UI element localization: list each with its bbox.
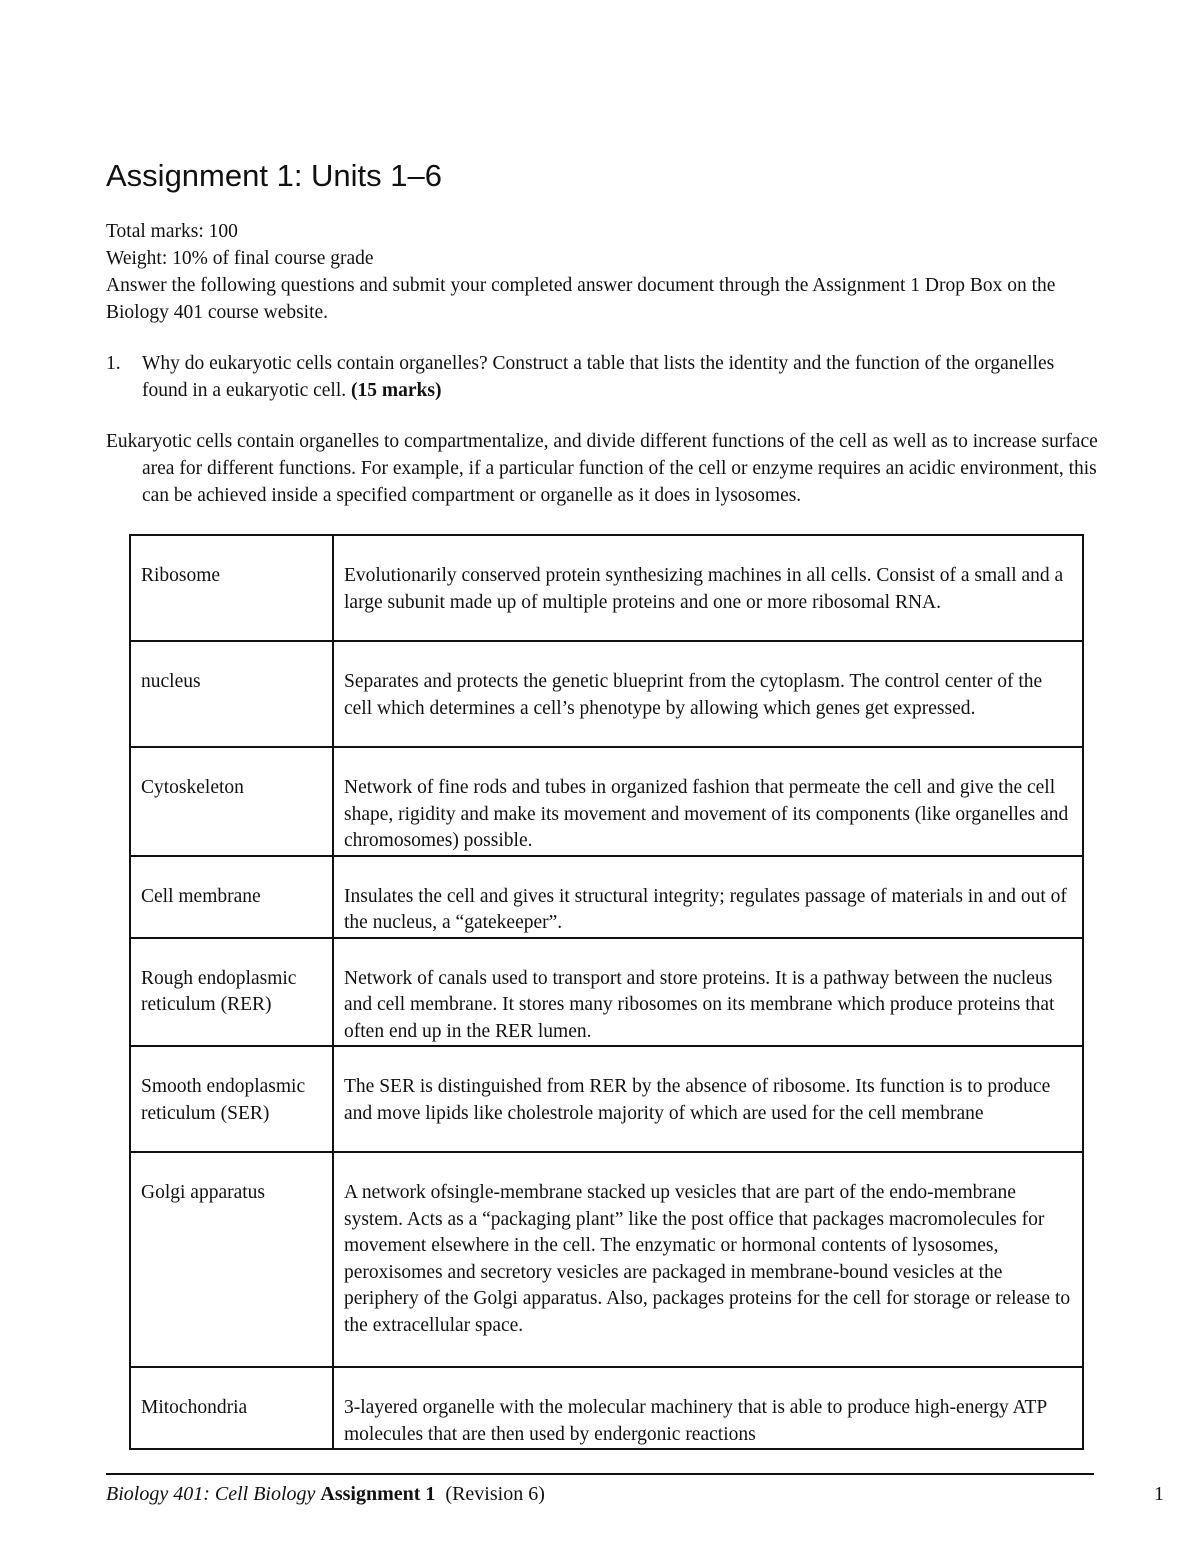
organelle-function: The SER is distinguished from RER by the absence of ribosome. Its function is to produce and move lipids like cholestrole majority of which are used for the cell membrane bbox=[333, 1046, 1083, 1152]
question-text-block bbox=[142, 350, 1096, 404]
page-footer bbox=[106, 1480, 545, 1508]
assignment-meta bbox=[106, 218, 1106, 326]
page-number: 1 bbox=[1154, 1483, 1164, 1505]
organelle-table-body bbox=[130, 535, 1083, 1449]
question-1 bbox=[106, 350, 1096, 404]
organelle-function: Evolutionarily conserved protein synthesizing machines in all cells. Consist of a small and a large subunit made up of multiple proteins and one or more ribosomal RNA. bbox=[333, 535, 1083, 641]
organelle-name: Cell membrane bbox=[130, 856, 333, 938]
footer-divider bbox=[106, 1473, 1094, 1475]
organelle-name: Golgi apparatus bbox=[130, 1152, 333, 1367]
footer-revision: (Revision 6) bbox=[445, 1483, 545, 1505]
answer-intro: Eukaryotic cells contain organelles to compartmentalize, and divide different functions of the cell as well as to increase surface area for different functions. For example, if a particular function of the cell or enzyme requires an acidic environment, this can be achieved inside a specified compartment or organelle as it does in lysosomes. bbox=[106, 431, 1098, 506]
page-title: Assignment 1: Units 1–6 bbox=[106, 158, 443, 193]
organelle-function: 3-layered organelle with the molecular machinery that is able to produce high-energy ATP molecules that are then used by endergonic reactions bbox=[333, 1367, 1083, 1449]
table-row bbox=[130, 938, 1083, 1047]
table-row bbox=[130, 856, 1083, 938]
organelle-name: Rough endoplasmic reticulum (RER) bbox=[130, 938, 333, 1047]
footer-assignment: Assignment 1 bbox=[320, 1483, 436, 1505]
table-row bbox=[130, 641, 1083, 747]
question-number: 1. bbox=[106, 353, 121, 374]
instructions: Answer the following questions and submit your completed answer document through the Assignment 1 Drop Box on the Biology 401 course website. bbox=[106, 275, 1056, 323]
organelle-function: Network of canals used to transport and store proteins. It is a pathway between the nucleus and cell membrane. It stores many ribosomes on its membrane which produce proteins that often end up in the RER lumen. bbox=[333, 938, 1083, 1047]
footer-course: Biology 401: Cell Biology bbox=[106, 1483, 316, 1505]
organelle-name: nucleus bbox=[130, 641, 333, 747]
organelle-function: A network ofsingle-membrane stacked up vesicles that are part of the endo-membrane system. Acts as a “packaging plant” like the post office that packages macromolecules for movement elsewhere in the cell. The enzymatic or hormonal contents of lysosomes, peroxisomes and secretory vesicles are packaged in membrane-bound vesicles at the periphery of the Golgi apparatus. Also, packages proteins for the cell for storage or release to the extracellular space. bbox=[333, 1152, 1083, 1367]
table-row bbox=[130, 535, 1083, 641]
total-marks: Total marks: 100 bbox=[106, 221, 238, 242]
question-text: Why do eukaryotic cells contain organelles? Construct a table that lists the identity and the function of the organelles found in a eukaryotic cell. bbox=[142, 353, 1055, 401]
question-marks: (15 marks) bbox=[351, 380, 442, 401]
table-row bbox=[130, 1152, 1083, 1367]
organelle-function: Network of fine rods and tubes in organized fashion that permeate the cell and give the cell shape, rigidity and make its movement and movement of its components (like organelles and chromosomes) possible. bbox=[333, 747, 1083, 856]
table-row bbox=[130, 1367, 1083, 1449]
weight: Weight: 10% of final course grade bbox=[106, 248, 374, 269]
organelle-name: Ribosome bbox=[130, 535, 333, 641]
organelle-name: Cytoskeleton bbox=[130, 747, 333, 856]
organelle-table bbox=[129, 534, 1084, 1450]
table-row bbox=[130, 747, 1083, 856]
organelle-name: Smooth endoplasmic reticulum (SER) bbox=[130, 1046, 333, 1152]
table-row bbox=[130, 1046, 1083, 1152]
organelle-function: Insulates the cell and gives it structural integrity; regulates passage of materials in and out of the nucleus, a “gatekeeper”. bbox=[333, 856, 1083, 938]
organelle-name: Mitochondria bbox=[130, 1367, 333, 1449]
organelle-function: Separates and protects the genetic blueprint from the cytoplasm. The control center of the cell which determines a cell’s phenotype by allowing which genes get expressed. bbox=[333, 641, 1083, 747]
